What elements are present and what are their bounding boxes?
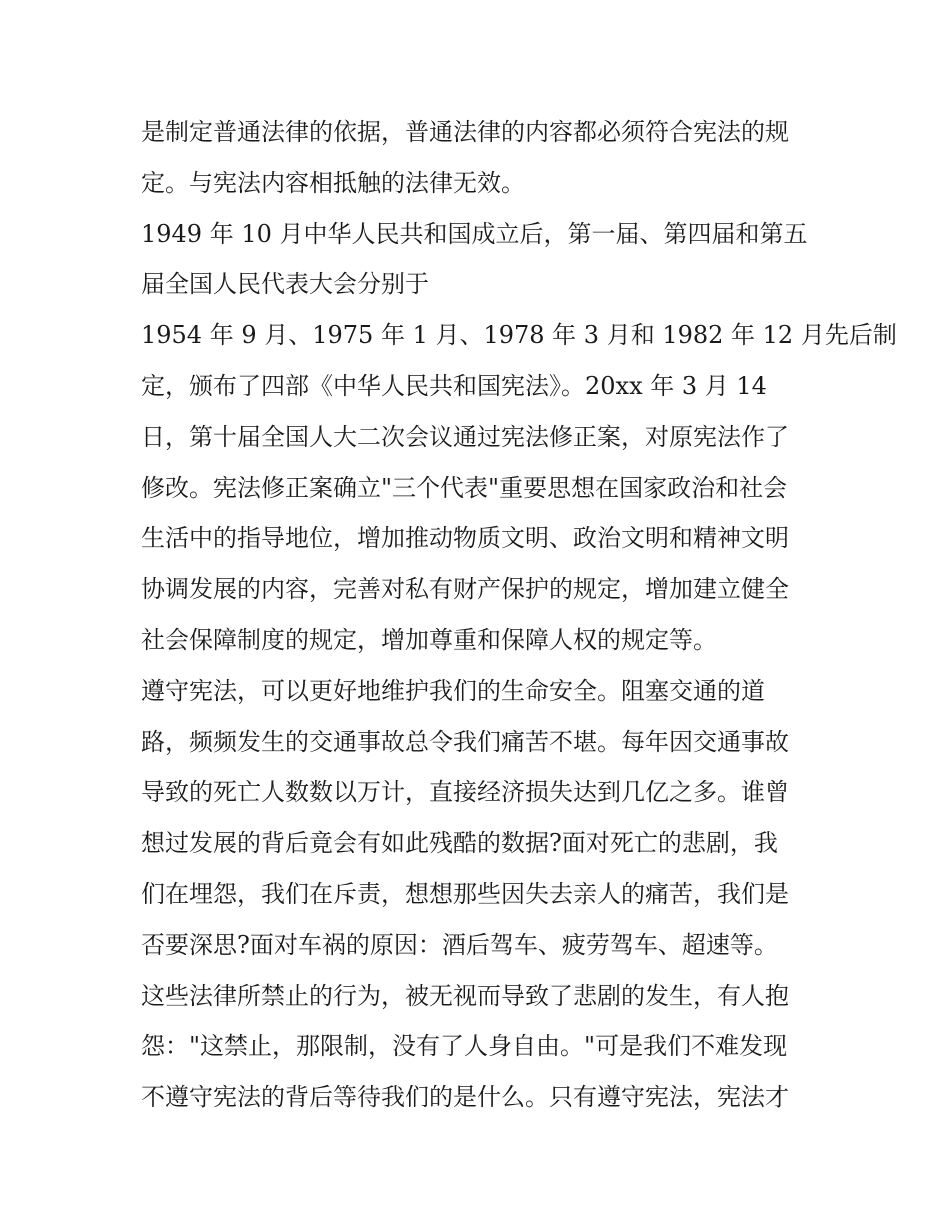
text-line: 协调发展的内容，完善对私有财产保护的规定，增加建立健全 <box>141 575 789 604</box>
text-line: 遵守宪法，可以更好地维护我们的生命安全。阻塞交通的道 <box>141 676 765 705</box>
text-line: 导致的死亡人数数以万计，直接经济损失达到几亿之多。谁曾 <box>141 778 789 807</box>
text-line: 日，第十届全国人大二次会议通过宪法修正案，对原宪法作了 <box>141 422 789 451</box>
text-line: 们在埋怨，我们在斥责，想想那些因失去亲人的痛苦，我们是 <box>141 879 789 908</box>
text-line: 是制定普通法律的依据，普通法律的内容都必须符合宪法的规 <box>141 118 789 146</box>
text-line: 怨："这禁止，那限制，没有了人身自由。"可是我们不难发现 <box>141 1032 788 1061</box>
body-text <box>141 107 897 1123</box>
text-line: 生活中的指导地位，增加推动物质文明、政治文明和精神文明 <box>141 524 789 553</box>
text-line: 定，颁布了四部《中华人民共和国宪法》。20xx 年 3 月 14 <box>141 371 767 400</box>
text-line: 社会保障制度的规定，增加尊重和保障人权的规定等。 <box>141 625 717 654</box>
text-line: 修改。宪法修正案确立"三个代表"重要思想在国家政治和社会 <box>141 473 788 502</box>
text-line: 定。与宪法内容相抵触的法律无效。 <box>141 168 525 197</box>
text-line: 届全国人民代表大会分别于 <box>141 270 429 299</box>
text-line: 1949 年 10 月中华人民共和国成立后，第一届、第四届和第五 <box>141 219 808 248</box>
text-line: 这些法律所禁止的行为，被无视而导致了悲剧的发生，有人抱 <box>141 981 789 1010</box>
text-line: 否要深思?面对车祸的原因：酒后驾车、疲劳驾车、超速等。 <box>141 930 778 959</box>
text-line: 路，频频发生的交通事故总令我们痛苦不堪。每年因交通事故 <box>141 727 789 756</box>
text-line: 1954 年 9 月、1975 年 1 月、1978 年 3 月和 1982 年 12 月先后制 <box>141 321 897 350</box>
text-line: 不遵守宪法的背后等待我们的是什么。只有遵守宪法，宪法才 <box>141 1083 789 1112</box>
text-line: 想过发展的背后竟会有如此残酷的数据?面对死亡的悲剧，我 <box>141 829 778 858</box>
